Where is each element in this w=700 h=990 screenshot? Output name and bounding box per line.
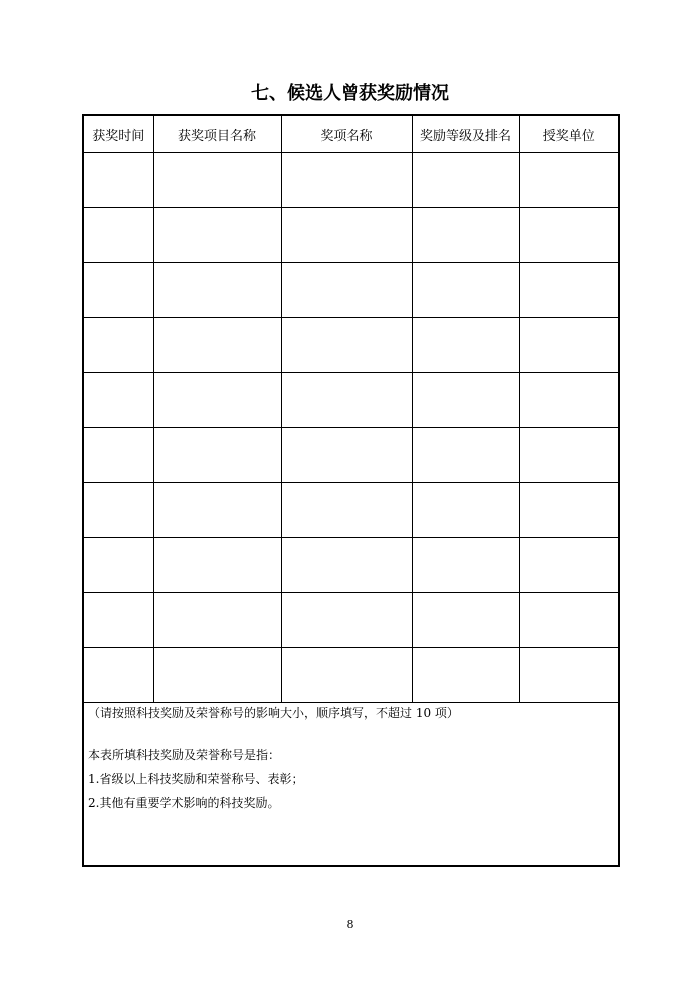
table-row [83, 263, 619, 318]
table-row [83, 208, 619, 263]
cell-award-level-rank[interactable] [412, 373, 519, 428]
table-row [83, 648, 619, 703]
cell-awarding-unit[interactable] [519, 208, 619, 263]
cell-awarding-unit[interactable] [519, 153, 619, 208]
cell-project-name[interactable] [153, 208, 281, 263]
header-award-time: 获奖时间 [83, 115, 153, 153]
cell-award-name[interactable] [281, 153, 412, 208]
table-header-row [83, 115, 619, 153]
cell-project-name[interactable] [153, 318, 281, 373]
table-row [83, 538, 619, 593]
cell-award-name[interactable] [281, 208, 412, 263]
cell-award-time[interactable] [83, 153, 153, 208]
cell-award-time[interactable] [83, 263, 153, 318]
cell-project-name[interactable] [153, 153, 281, 208]
cell-project-name[interactable] [153, 538, 281, 593]
cell-awarding-unit[interactable] [519, 648, 619, 703]
header-award-name: 奖项名称 [281, 115, 412, 153]
notes-item-1: 1.省级以上科技奖励和荣誉称号、表彰； [88, 772, 304, 786]
cell-award-level-rank[interactable] [412, 428, 519, 483]
cell-award-time[interactable] [83, 428, 153, 483]
cell-award-time[interactable] [83, 318, 153, 373]
cell-award-name[interactable] [281, 483, 412, 538]
awards-table [82, 114, 620, 867]
cell-award-level-rank[interactable] [412, 483, 519, 538]
header-award-level-rank: 奖励等级及排名 [412, 115, 519, 153]
cell-project-name[interactable] [153, 373, 281, 428]
cell-award-name[interactable] [281, 263, 412, 318]
cell-project-name[interactable] [153, 428, 281, 483]
cell-awarding-unit[interactable] [519, 263, 619, 318]
cell-awarding-unit[interactable] [519, 318, 619, 373]
cell-award-name[interactable] [281, 648, 412, 703]
notes-item-2: 2.其他有重要学术影响的科技奖励。 [88, 796, 280, 810]
cell-award-time[interactable] [83, 538, 153, 593]
table-row [83, 483, 619, 538]
cell-award-name[interactable] [281, 318, 412, 373]
table-row [83, 318, 619, 373]
cell-awarding-unit[interactable] [519, 483, 619, 538]
cell-award-level-rank[interactable] [412, 538, 519, 593]
cell-project-name[interactable] [153, 483, 281, 538]
table-row [83, 593, 619, 648]
cell-award-time[interactable] [83, 208, 153, 263]
cell-award-level-rank[interactable] [412, 153, 519, 208]
cell-award-time[interactable] [83, 648, 153, 703]
cell-award-name[interactable] [281, 428, 412, 483]
cell-award-level-rank[interactable] [412, 263, 519, 318]
cell-award-name[interactable] [281, 538, 412, 593]
cell-award-name[interactable] [281, 373, 412, 428]
cell-awarding-unit[interactable] [519, 428, 619, 483]
notes-scope-intro: 本表所填科技奖励及荣誉称号是指： [88, 748, 281, 762]
cell-award-level-rank[interactable] [412, 208, 519, 263]
table-row [83, 428, 619, 483]
cell-project-name[interactable] [153, 648, 281, 703]
cell-project-name[interactable] [153, 263, 281, 318]
page-number: 8 [346, 918, 354, 931]
notes-row [83, 703, 619, 867]
cell-project-name[interactable] [153, 593, 281, 648]
cell-award-level-rank[interactable] [412, 318, 519, 373]
notes-cell [83, 703, 619, 867]
cell-award-time[interactable] [83, 593, 153, 648]
cell-award-level-rank[interactable] [412, 593, 519, 648]
page-title: 七、候选人曾获奖励情况 [251, 83, 449, 104]
cell-awarding-unit[interactable] [519, 593, 619, 648]
header-project-name: 获奖项目名称 [153, 115, 281, 153]
cell-awarding-unit[interactable] [519, 373, 619, 428]
cell-award-time[interactable] [83, 373, 153, 428]
header-awarding-unit: 授奖单位 [519, 115, 619, 153]
cell-awarding-unit[interactable] [519, 538, 619, 593]
cell-award-level-rank[interactable] [412, 648, 519, 703]
notes-instruction: （请按照科技奖励及荣誉称号的影响大小，顺序填写，不超过 10 项） [88, 706, 459, 720]
cell-award-name[interactable] [281, 593, 412, 648]
table-row [83, 373, 619, 428]
table-row [83, 153, 619, 208]
cell-award-time[interactable] [83, 483, 153, 538]
